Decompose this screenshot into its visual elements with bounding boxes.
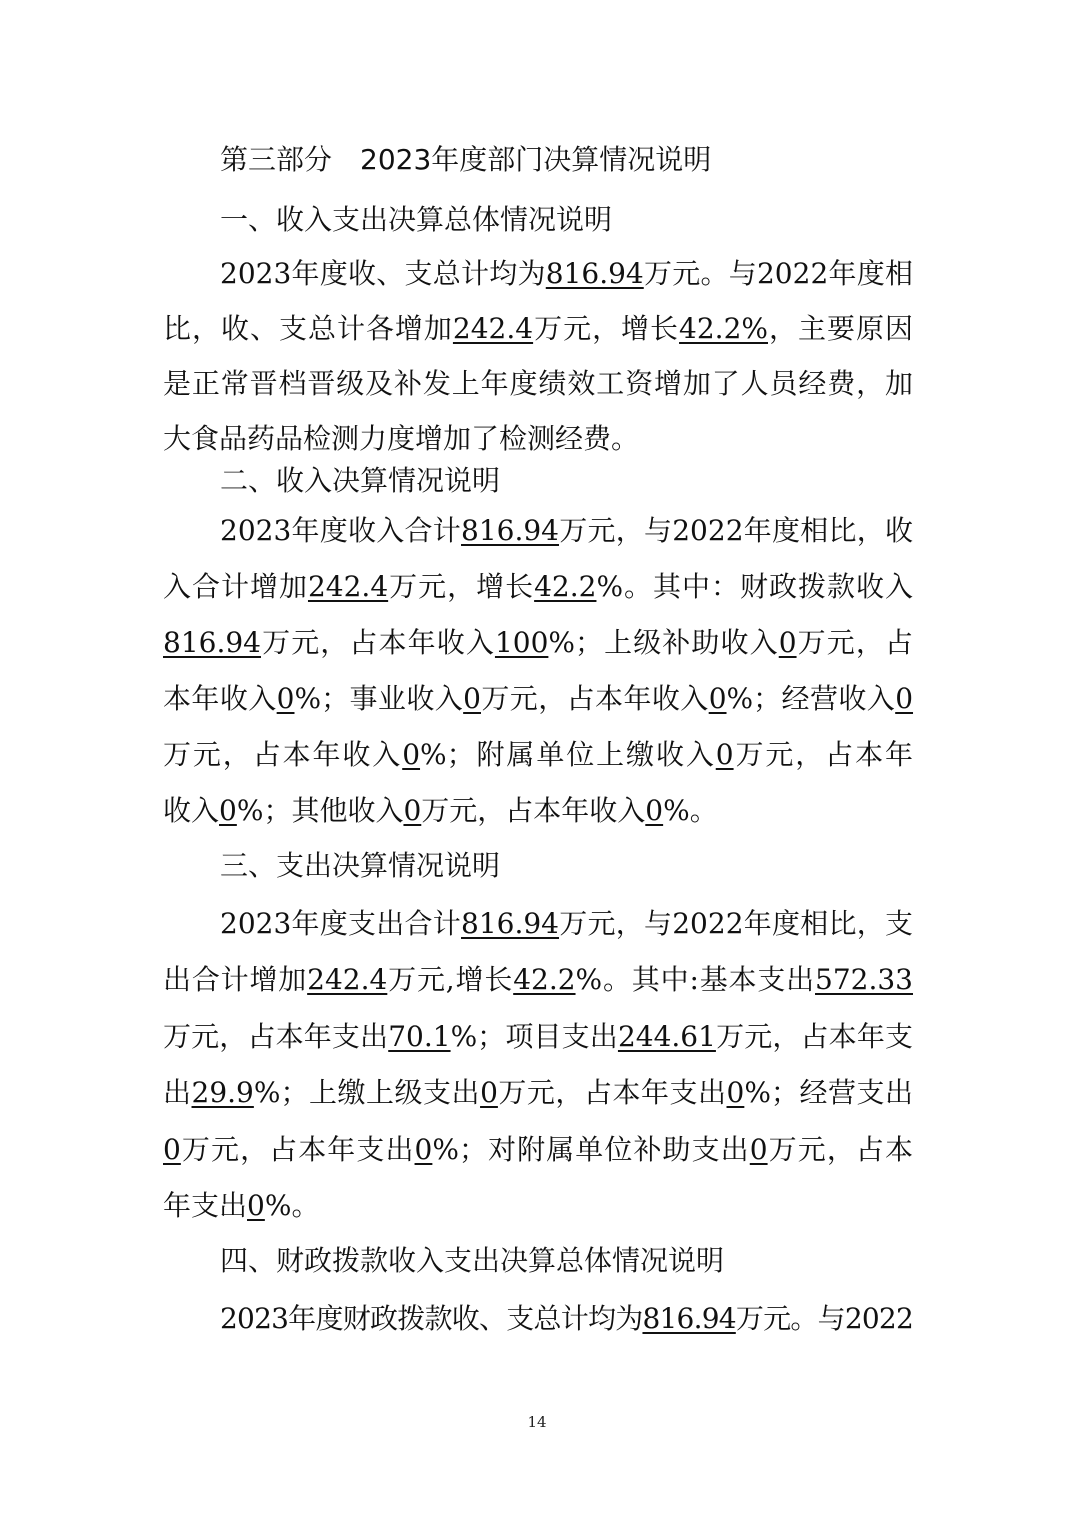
- underlined-figure: 42.2%: [679, 312, 768, 345]
- paragraph-line: [220, 257, 913, 291]
- underlined-figure: 0: [163, 1133, 181, 1166]
- paragraph-line: [163, 367, 913, 401]
- paragraph-line: [163, 570, 913, 604]
- underlined-figure: 0: [463, 682, 481, 715]
- page-title: 第三部分 2023年度部门决算情况说明: [220, 143, 712, 176]
- underlined-figure: 42.2: [513, 963, 576, 996]
- text-run: 入合计增加: [163, 570, 308, 603]
- paragraph-line: [163, 963, 913, 997]
- text-run: %；上缴上级支出: [253, 1076, 481, 1109]
- text-run: 收入: [163, 794, 220, 827]
- paragraph-line: [163, 682, 913, 716]
- paragraph-line: [163, 1020, 913, 1054]
- text-run: 万元。与2022年度相: [643, 257, 914, 290]
- paragraph-line: [220, 1302, 913, 1336]
- underlined-figure: 0: [219, 794, 237, 827]
- text-run: 比，收、支总计各增加: [163, 312, 453, 345]
- text-run: 万元，增长: [533, 312, 680, 345]
- text-run: 万元，增长: [388, 570, 535, 603]
- text-run: 万元，占本: [767, 1133, 913, 1166]
- underlined-figure: 816.94: [461, 907, 559, 940]
- underlined-figure: 242.4: [307, 963, 388, 996]
- text-run: %；项目支出: [450, 1020, 618, 1053]
- underlined-figure: 0: [247, 1189, 265, 1222]
- page-number: 14: [527, 1413, 547, 1431]
- paragraph-line: [163, 422, 913, 456]
- underlined-figure: 0: [895, 682, 914, 715]
- text-run: 万元，占: [796, 626, 913, 659]
- underlined-figure: 242.4: [452, 312, 534, 345]
- underlined-figure: 816.94: [642, 1302, 736, 1335]
- text-run: %；事业收入: [294, 682, 464, 715]
- underlined-figure: 0: [645, 794, 664, 827]
- text-run: 万元，占本年收入: [260, 626, 495, 659]
- paragraph-line: [163, 1189, 913, 1223]
- text-run: %。: [264, 1189, 320, 1222]
- text-run: 万元，与2022年度相比，支: [559, 907, 913, 940]
- text-run: 2023年度财政拨款收、支总计均为: [220, 1302, 643, 1335]
- underlined-figure: 100: [494, 626, 549, 659]
- section-heading-4: 四、财政拨款收入支出决算总体情况说明: [220, 1244, 725, 1277]
- text-run: 万元，占本年: [733, 738, 913, 771]
- underlined-figure: 0: [414, 1133, 433, 1166]
- paragraph-line: [163, 738, 913, 772]
- underlined-figure: 0: [403, 794, 422, 827]
- text-run: %；经营支出: [744, 1076, 913, 1109]
- text-run: %。: [663, 794, 718, 827]
- section-heading-2: 二、收入决算情况说明: [220, 464, 501, 497]
- text-run: 是正常晋档晋级及补发上年度绩效工资增加了人员经费，加: [163, 367, 913, 400]
- underlined-figure: 42.2: [534, 570, 597, 603]
- underlined-figure: 70.1: [388, 1020, 451, 1053]
- paragraph-line: [220, 907, 913, 941]
- text-run: 万元，占本年支: [715, 1020, 913, 1053]
- text-run: %；上级补助收入: [548, 626, 779, 659]
- paragraph-line: [220, 514, 913, 548]
- underlined-figure: 0: [276, 682, 295, 715]
- text-run: 2023年度支出合计: [220, 907, 462, 940]
- paragraph-line: [163, 1133, 913, 1167]
- underlined-figure: 244.61: [617, 1020, 716, 1053]
- underlined-figure: 0: [778, 626, 797, 659]
- underlined-figure: 816.94: [163, 626, 261, 659]
- paragraph-line: [163, 1076, 913, 1110]
- text-run: 年支出: [163, 1189, 248, 1222]
- text-run: ，主要原因: [768, 312, 913, 345]
- text-run: 万元，占本年支出: [497, 1076, 727, 1109]
- text-run: %。其中:基本支出: [575, 963, 816, 996]
- text-run: %；经营收入: [726, 682, 896, 715]
- underlined-figure: 0: [402, 738, 421, 771]
- text-run: 万元，与2022年度相比，收: [559, 514, 913, 547]
- text-run: 万元，占本年收入: [421, 794, 646, 827]
- text-run: %；其他收入: [236, 794, 404, 827]
- underlined-figure: 0: [715, 738, 734, 771]
- underlined-figure: 29.9: [191, 1076, 254, 1109]
- text-run: %。其中：财政拨款收入: [596, 570, 913, 603]
- underlined-figure: 0: [708, 682, 727, 715]
- underlined-figure: 572.33: [815, 963, 913, 996]
- text-run: 万元，占本年支出: [180, 1133, 415, 1166]
- text-run: 万元，占本年收入: [163, 738, 403, 771]
- paragraph-line: [163, 794, 913, 828]
- text-run: 万元，占本年支出: [163, 1020, 389, 1053]
- text-run: %；附属单位上缴收入: [420, 738, 716, 771]
- underlined-figure: 816.94: [545, 257, 644, 290]
- underlined-figure: 0: [726, 1076, 745, 1109]
- text-run: 本年收入: [163, 682, 277, 715]
- paragraph-line: [163, 312, 913, 346]
- text-run: 大食品药品检测力度增加了检测经费。: [163, 422, 640, 455]
- text-run: 出: [163, 1076, 192, 1109]
- text-run: 万元。与2022: [735, 1302, 913, 1335]
- underlined-figure: 0: [480, 1076, 498, 1109]
- text-run: 出合计增加: [163, 963, 308, 996]
- text-run: %；对附属单位补助支出: [432, 1133, 750, 1166]
- text-run: 万元,增长: [387, 963, 514, 996]
- paragraph-line: [163, 626, 913, 660]
- text-run: 2023年度收入合计: [220, 514, 462, 547]
- underlined-figure: 242.4: [307, 570, 389, 603]
- text-run: 2023年度收、支总计均为: [220, 257, 546, 290]
- section-heading-3: 三、支出决算情况说明: [220, 849, 501, 882]
- underlined-figure: 816.94: [461, 514, 559, 547]
- underlined-figure: 0: [749, 1133, 768, 1166]
- text-run: 万元，占本年收入: [480, 682, 709, 715]
- section-heading-1: 一、收入支出决算总体情况说明: [220, 203, 613, 236]
